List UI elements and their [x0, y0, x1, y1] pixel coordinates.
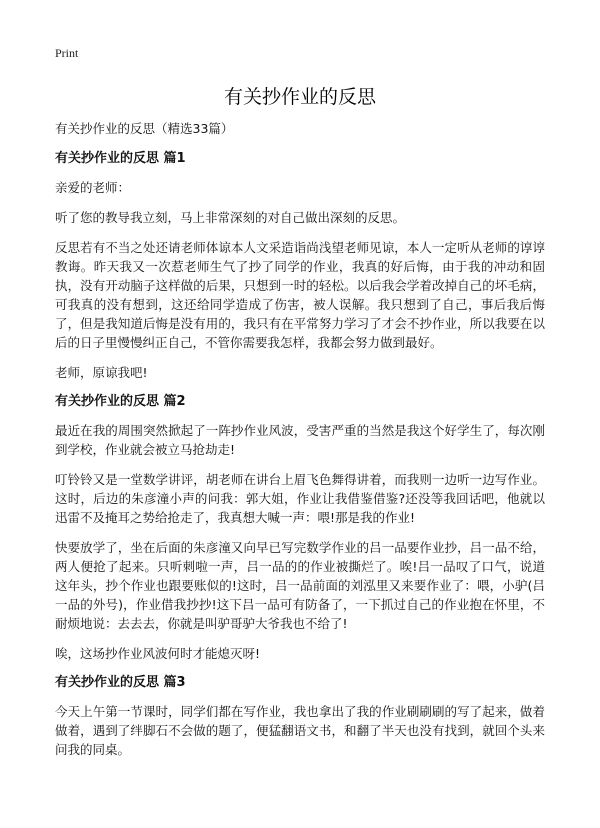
page-title: 有关抄作业的反思 [223, 86, 376, 108]
paragraph: 听了您的教导我立刻，马上非常深刻的对自己做出深刻的反思。 [55, 210, 406, 225]
paragraph: 今天上午第一节课时，同学们都在写作业，我也拿出了我的作业刷刷刷的写了起来，做着做着，遇到了绊脚石不会做的题了，便猛翻语文书，和翻了半天也没有找到，就回个头来问我的同桌。 [55, 704, 545, 757]
paragraph: 快要放学了，坐在后面的朱彦潼又向早已写完数学作业的吕一品要作业抄，吕一品不给，两人便抢了起来。只听刺啦一声，吕一品的的作业被撕烂了。唉!吕一品叹了口气，说道这年头，抄个作业也跟要账似的!这时，吕一品前面的刘泓里又来要作业了：喂，小驴(吕一品的外号)，作业借我抄抄!这下吕一品可有防备了，一下抓过自己的作业抱在怀里，不耐烦地说：去去去，你就是叫驴哥驴大爷我也不给了! [55, 540, 545, 631]
paragraph: 老师，原谅我吧! [55, 365, 148, 380]
section-2 [55, 393, 545, 663]
paragraph: 最近在我的周围突然掀起了一阵抄作业风波，受害严重的当然是我这个好学生了，每次刚到学校，作业就会被立马抢劫走! [55, 423, 545, 457]
paragraph: 唉，这场抄作业风波何时才能熄灭呀! [55, 646, 261, 661]
print-link[interactable]: Print [55, 46, 79, 60]
document-body [55, 120, 545, 770]
section-heading: 有关抄作业的反思 篇2 [55, 394, 186, 409]
paragraph: 反思若有不当之处还请老师体谅本人文采造诣尚浅望老师见谅，本人一定听从老师的谆谆教诲。昨天我又一次惹老师生气了抄了同学的作业，我真的好后悔，由于我的冲动和固执，没有开动脑子这样做的后果，只想到一时的轻松。以后我会学着改掉自己的坏毛病，可我真的没有想到，这还给同学造成了伤害，被人误解。我只想到了自己，事后我后悔了，但是我知道后悔是没有用的，我只有在平常努力学习了才会不抄作业，所以我要在以后的日子里慢慢纠正自己，不管你需要我怎样，我都会努力做到最好。 [55, 240, 545, 350]
document-subtitle: 有关抄作业的反思（精选33篇） [55, 121, 234, 136]
section-heading: 有关抄作业的反思 篇3 [55, 675, 186, 690]
section-1 [55, 150, 545, 382]
paragraph: 亲爱的老师： [55, 180, 131, 195]
section-heading: 有关抄作业的反思 篇1 [55, 151, 186, 166]
section-3 [55, 674, 545, 759]
paragraph: 叮铃铃又是一堂数学讲评，胡老师在讲台上眉飞色舞得讲着，而我则一边听一边写作业。这时，后边的朱彦潼小声的问我：郭大姐，作业让我借鉴借鉴?还没等我回话吧，他就以迅雷不及掩耳之势给抢走了，我真想大喊一声：喂!那是我的作业! [55, 472, 545, 525]
